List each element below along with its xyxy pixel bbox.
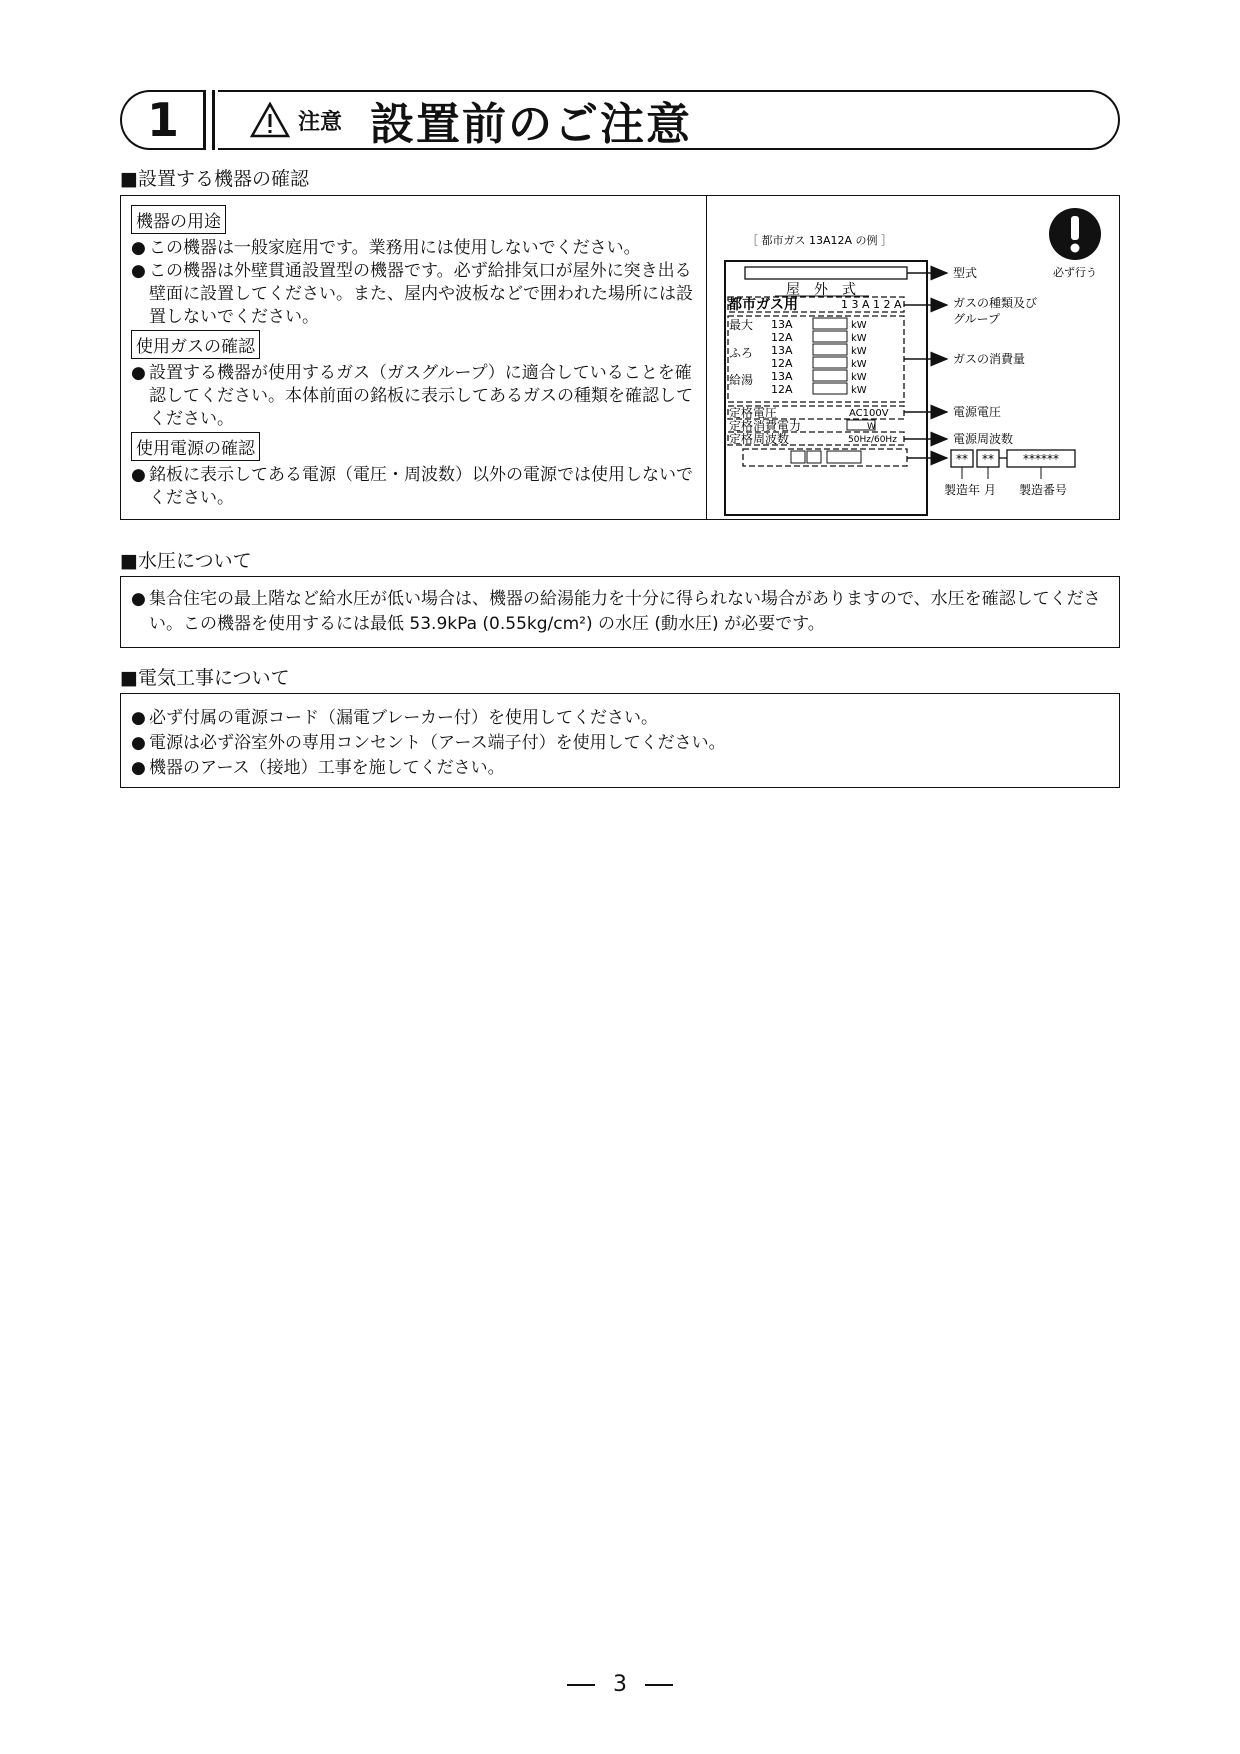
svg-text:kW: kW bbox=[851, 359, 867, 370]
callout-gas-consumption: ガスの消費量 bbox=[953, 352, 1026, 366]
svg-text:kW: kW bbox=[851, 372, 867, 383]
list-item: ● この機器は一般家庭用です。業務用には使用しないでください。 bbox=[131, 238, 641, 258]
electrical-work-box bbox=[120, 693, 1120, 788]
section-heading: ■設置する機器の確認 bbox=[120, 168, 309, 190]
rated-freq-value: 50Hz/60Hz bbox=[848, 435, 897, 445]
page-title: 設置前のご注意 bbox=[370, 99, 693, 150]
plate-title: 屋 外 式 bbox=[786, 282, 856, 298]
svg-text:kW: kW bbox=[851, 346, 867, 357]
callout-frequency: 電源周波数 bbox=[953, 432, 1014, 446]
rated-freq-label: 定格周波数 bbox=[729, 432, 790, 446]
bullet: ● bbox=[131, 758, 146, 778]
callout-model: 型式 bbox=[953, 266, 978, 280]
rated-power-label: 定格消費電力 bbox=[729, 419, 802, 433]
diagram-caption: ［ 都市ガス 13A12A の例 ］ bbox=[747, 234, 893, 247]
callout-gas-type: ガスの種類及び bbox=[953, 296, 1038, 310]
svg-text:kW: kW bbox=[851, 385, 867, 396]
model-box bbox=[745, 267, 907, 279]
serial-number-label: 製造番号 bbox=[1018, 483, 1068, 497]
bullet: ● bbox=[131, 363, 146, 383]
bullet: ● bbox=[131, 589, 146, 609]
bullet: ● bbox=[131, 708, 146, 728]
serial-year-label: 製造年 bbox=[943, 483, 981, 497]
group-tag: 機器の用途 bbox=[131, 205, 226, 234]
page-number: 3 bbox=[0, 1672, 1240, 1697]
list-item: ● 銘板に表示してある電源（電圧・周波数）以外の電源では使用しないでください。 bbox=[131, 465, 693, 508]
header-divider bbox=[212, 90, 215, 150]
water-pressure-box bbox=[120, 576, 1120, 648]
group-tag: 使用ガスの確認 bbox=[131, 330, 260, 359]
consumption-rows bbox=[729, 317, 867, 396]
section-number: 1 bbox=[120, 90, 204, 150]
device-check-box bbox=[120, 195, 1120, 520]
group-tag: 使用電源の確認 bbox=[131, 432, 260, 461]
caution-label: 注意 bbox=[298, 109, 343, 135]
list-item: ● 設置する機器が使用するガス（ガスグループ）に適合していることを確認してください。本体前面の銘板に表示してあるガスの種類を確認してください。 bbox=[131, 363, 693, 429]
device-check-text bbox=[121, 196, 707, 519]
rating-plate-diagram bbox=[707, 196, 1119, 519]
bullet: ● bbox=[131, 238, 146, 258]
serial-month-box: ** bbox=[982, 452, 994, 466]
section-heading: ■電気工事について bbox=[120, 667, 290, 689]
svg-text:13A: 13A bbox=[771, 344, 793, 357]
rated-voltage-value: AC100V bbox=[849, 408, 889, 419]
svg-text:12A: 12A bbox=[771, 383, 793, 396]
svg-text:12A: 12A bbox=[771, 357, 793, 370]
serial-year-box: ** bbox=[956, 452, 968, 466]
serial-month-label: 月 bbox=[983, 483, 997, 497]
svg-text:kW: kW bbox=[851, 320, 867, 331]
list-item: ● 機器のアース（接地）工事を施してください。 bbox=[131, 756, 1109, 781]
serial-number-box: ****** bbox=[1023, 452, 1059, 466]
header-banner bbox=[218, 90, 1120, 150]
list-item: ● この機器は外壁貫通設置型の機器です。必ず給排気口が屋外に突き出る壁面に設置してください。また、屋内や波板などで囲われた場所には設置しないでください。 bbox=[131, 261, 693, 327]
svg-text:13A: 13A bbox=[771, 370, 793, 383]
rated-voltage-label: 定格電圧 bbox=[729, 406, 778, 420]
callout-voltage: 電源電圧 bbox=[953, 405, 1002, 419]
svg-text:13A: 13A bbox=[771, 318, 793, 331]
svg-text:12A: 12A bbox=[771, 331, 793, 344]
svg-text:最大: 最大 bbox=[729, 318, 754, 332]
svg-text:給湯: 給湯 bbox=[729, 373, 754, 387]
callout-gas-group: グループ bbox=[953, 312, 1001, 326]
header-divider bbox=[203, 90, 206, 150]
svg-text:ふろ: ふろ bbox=[729, 346, 754, 360]
gas-row-label: 都市ガス用 bbox=[728, 297, 798, 313]
rating-plate-svg bbox=[707, 196, 1119, 518]
warning-icon bbox=[250, 102, 290, 138]
rated-power-unit: W bbox=[867, 422, 876, 432]
svg-text:kW: kW bbox=[851, 333, 867, 344]
list-item: ● 必ず付属の電源コード（漏電ブレーカー付）を使用してください。 bbox=[131, 706, 1109, 731]
bullet: ● bbox=[131, 261, 146, 281]
list-item: ● 電源は必ず浴室外の専用コンセント（アース端子付）を使用してください。 bbox=[131, 731, 1109, 756]
list-item: ● 集合住宅の最上階など給水圧が低い場合は、機器の給湯能力を十分に得られない場合がありますので、水圧を確認してください。この機器を使用するには最低 53.9kPa (0.55kg/cm²) の水圧 (動水圧) が必要です。 bbox=[131, 587, 1109, 637]
bullet: ● bbox=[131, 465, 146, 485]
bullet: ● bbox=[131, 733, 146, 753]
gas-row-value: 1 3 A 1 2 A bbox=[841, 298, 902, 311]
must-do-label: 必ず行う bbox=[1053, 266, 1097, 279]
section-heading: ■水圧について bbox=[120, 550, 252, 572]
